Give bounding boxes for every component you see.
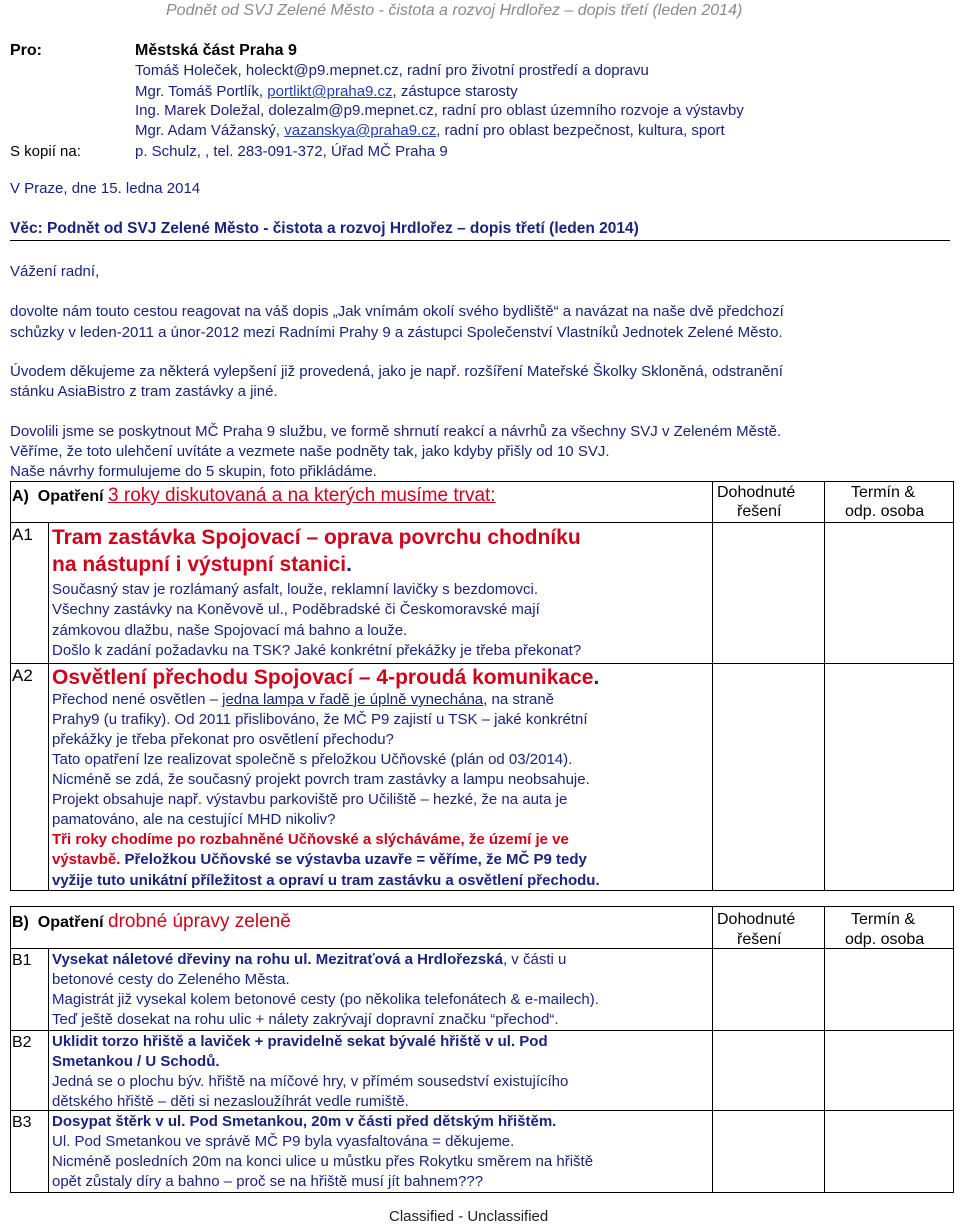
section-b-col-deadline-2: odp. osoba [845,931,925,948]
b1-line-1: Vysekat náletové dřeviny na rohu ul. Mezitraťová a Hrdlořezská, v části u [52,951,567,968]
a2-line-2: Prahy9 (u trafiky). Od 2011 přislibováno, že MČ P9 zajistí u TSK – jaké konkrétní [52,711,588,728]
b1-line-3: Magistrát již vysekal kolem betonové cesty (po několika telefonátech & e-mailech). [52,991,599,1008]
letter-subject: Věc: Podnět od SVJ Zelené Město - čistota a rozvoj Hrdlořez – dopis třetí (leden 2014) [10,220,639,237]
a2-line-6: Projekt obsahuje např. výstavbu parkoviště pro Učiliště – hezké, že na auta je [52,791,568,808]
recipient-3: Ing. Marek Doležal, dolezalm@p9.mepnet.cz, radní pro oblast územního rozvoje a výstavby [135,102,744,119]
a1-line-4: Došlo k zadání požadavku na TSK? Jaké konkrétní překážky je třeba překonat? [52,642,582,659]
a2-heading: Osvětlení přechodu Spojovací – 4-proudá komunikace. [52,666,600,689]
row-id-b1: B1 [12,952,32,969]
section-a-col-agreed-1: Dohodnuté [717,484,796,501]
section-a-col-agreed-2: řešení [737,503,782,520]
subject-underline [10,240,950,241]
section-b-col-deadline-1: Termín & [851,911,916,928]
section-b-col-agreed-2: řešení [737,931,782,948]
recipient-org: Městská část Praha 9 [135,42,297,59]
letter-date: V Praze, dne 15. ledna 2014 [10,180,201,197]
a2-line-5: Nicméně se zdá, že současný projekt povrch tram zastávky a lampu neobsahuje. [52,771,590,788]
b3-line-4: opět zůstaly díry a bahno – proč se na hřiště musí jít bahnem??? [52,1173,484,1190]
recipient-4: Mgr. Adam Vážanský, vazanskya@praha9.cz, radní pro oblast bezpečnost, kultura, sport [135,122,725,139]
row-id-a1: A1 [12,525,33,544]
paragraph-3-line-3: Naše návrhy formulujeme do 5 skupin, foto přikládáme. [10,463,377,480]
b1-line-4: Teď ještě dosekat na rohu ulic + nálety zakrývají dopravní značku “přechod“. [52,1011,559,1028]
row-id-b2: B2 [12,1034,32,1051]
cc-recipient: p. Schulz, , tel. 283-091-372, Úřad MČ Praha 9 [135,143,448,160]
section-a-heading: A) Opatření 3 roky diskutovaná a na kterých musíme trvat: [12,485,496,506]
paragraph-3-line-1: Dovolili jsme se poskytnout MČ Praha 9 službu, ve formě shrnutí reakcí a návrhů za všechny SVJ v Zeleném Městě. [10,423,782,440]
a1-line-1: Současný stav je rozlámaný asfalt, louže, reklamní lavičky s bezdomovci. [52,581,539,598]
a2-line-7: pamatováno, ale na cestující MHD nikoliv? [52,811,336,828]
a1-heading-line-1: Tram zastávka Spojovací – oprava povrchu chodníku [52,526,581,549]
paragraph-2-line-1: Úvodem děkujeme za některá vylepšení již provedená, jako je např. rozšíření Mateřské Školky Skloněná, odstranění [10,363,783,380]
b1-line-2: betonové cesty do Zeleného Města. [52,971,290,988]
a1-line-3: zámkovou dlažbu, naše Spojovací má bahno a louže. [52,622,408,639]
a2-line-3: překážky je třeba překonat pro osvětlení přechodu? [52,731,394,748]
b2-line-4: dětského hřiště – děti si nezasloužíhrát vedle rumiště. [52,1093,409,1110]
paragraph-3-line-2: Věříme, že toto ulehčení uvítáte a vezmete naše podněty tak, jako kdyby přišly od 10 SVJ. [10,443,610,460]
row-id-b3: B3 [12,1114,32,1131]
recipient-2: Mgr. Tomáš Portlík, portlikt@praha9.cz, zástupce starosty [135,83,518,100]
section-a-col-deadline-2: odp. osoba [845,503,925,520]
paragraph-1-line-1: dovolte nám touto cestou reagovat na váš dopis „Jak vnímám okolí svého bydliště“ a navázat na naše dvě předchozí [10,303,784,320]
b3-line-2: Ul. Pod Smetankou ve správě MČ P9 byla vyasfaltována = děkujeme. [52,1133,515,1150]
recipient-1: Tomáš Holeček, holeckt@p9.mepnet.cz, radní pro životní prostředí a dopravu [135,62,649,79]
b3-line-1: Dosypat štěrk v ul. Pod Smetankou, 20m v části před dětským hřištěm. [52,1113,557,1130]
cc-label: S kopií na: [10,143,81,160]
b2-line-2: Smetankou / U Schodů. [52,1053,220,1070]
section-a-col-deadline-1: Termín & [851,484,916,501]
classification-footer: Classified - Unclassified [389,1208,549,1225]
a1-heading-line-2: na nástupní i výstupní stanici. [52,553,352,576]
row-id-a2: A2 [12,666,33,685]
a2-line-4: Tato opatření lze realizovat společně s přeložkou Učňovské (plán od 03/2014). [52,751,573,768]
a2-bold-line-2: výstavbě. Přeložkou Učňovské se výstavba uzavře = věříme, že MČ P9 tedy [52,851,587,868]
paragraph-2-line-2: stánku AsiaBistro z tram zastávky a jiné. [10,383,278,400]
b2-line-3: Jedná se o plochu býv. hřiště na míčové hry, v přímém sousedství existujícího [52,1073,569,1090]
document-header: Podnět od SVJ Zelené Město - čistota a rozvoj Hrdlořez – dopis třetí (leden 2014) [166,2,743,19]
paragraph-1-line-2: schůzky v leden-2011 a únor-2012 mezi Radními Prahy 9 a zástupci Společenství Vlastníků Jednotek Zelené Město. [10,324,783,341]
b3-line-3: Nicméně posledních 20m na konci ulice u můstku přes Rokytku směrem na hřiště [52,1153,594,1170]
a2-bold-line-1: Tři roky chodíme po rozbahněné Učňovské a slýcháváme, že území je ve [52,831,569,848]
a2-line-1: Přechod nené osvětlen – jedna lampa v řadě je úplně vynechána, na straně [52,691,555,708]
email-link-vazansky[interactable]: vazanskya@praha9.cz [284,122,437,139]
email-link-portlik[interactable]: portlikt@praha9.cz [267,83,393,100]
greeting: Vážení radní, [10,263,100,280]
b2-line-1: Uklidit torzo hřiště a laviček + pravidelně sekat bývalé hřiště v ul. Pod [52,1033,548,1050]
recipients-label: Pro: [10,42,42,59]
section-b-heading: B) Opatření drobné úpravy zeleně [12,911,291,932]
a1-line-2: Všechny zastávky na Koněvově ul., Poděbradské či Českomoravské mají [52,601,540,618]
a2-bold-line-3: vyžije tuto unikátní příležitost a opraví u tram zastávku a osvětlení přechodu. [52,872,600,889]
section-b-col-agreed-1: Dohodnuté [717,911,796,928]
